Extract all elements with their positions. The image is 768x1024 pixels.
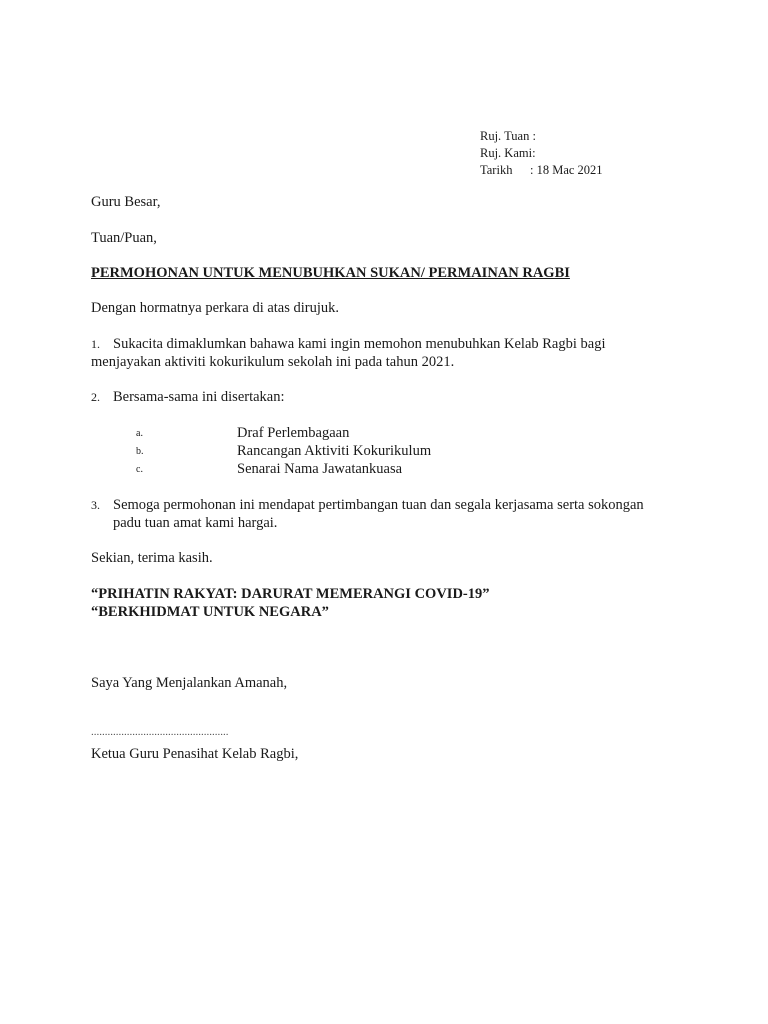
salutation: Tuan/Puan, bbox=[91, 230, 157, 246]
signatory-title: Ketua Guru Penasihat Kelab Ragbi, bbox=[91, 746, 299, 762]
attachment-letter-b: b. bbox=[136, 446, 144, 457]
paragraph-3-line-1 bbox=[91, 497, 644, 514]
paragraph-2-number: 2. bbox=[91, 390, 100, 404]
signoff: Saya Yang Menjalankan Amanah, bbox=[91, 675, 288, 691]
paragraph-3-text-1: Semoga permohonan ini mendapat pertimbangan tuan dan segala kerjasama serta sokongan bbox=[113, 497, 644, 513]
paragraph-3-number: 3. bbox=[91, 498, 100, 512]
paragraph-1-number: 1. bbox=[91, 337, 100, 351]
attachment-item-c: Senarai Nama Jawatankuasa bbox=[237, 461, 403, 477]
recipient: Guru Besar, bbox=[91, 194, 161, 210]
attachment-letter-a: a. bbox=[136, 428, 143, 439]
paragraph-1-line-2: menjayakan aktiviti kokurikulum sekolah ini pada tahun 2021. bbox=[91, 354, 455, 370]
closing-line: Sekian, terima kasih. bbox=[91, 550, 213, 566]
slogan-1: “PRIHATIN RAKYAT: DARURAT MEMERANGI COVID-19” bbox=[91, 586, 490, 602]
ruj-tuan: Ruj. Tuan : bbox=[480, 129, 536, 143]
tarikh-label: Tarikh bbox=[480, 163, 513, 177]
letter-subject: PERMOHONAN UNTUK MENUBUHKAN SUKAN/ PERMAINAN RAGBI bbox=[91, 265, 570, 281]
attachment-letter-c: c. bbox=[136, 464, 143, 475]
ruj-kami: Ruj. Kami: bbox=[480, 146, 536, 160]
tarikh-value: : 18 Mac 2021 bbox=[530, 163, 603, 177]
attachment-item-b: Rancangan Aktiviti Kokurikulum bbox=[237, 443, 432, 459]
paragraph-2 bbox=[91, 389, 285, 406]
paragraph-1-line-1 bbox=[91, 336, 605, 353]
paragraph-2-text: Bersama-sama ini disertakan: bbox=[113, 389, 285, 405]
slogan-2: “BERKHIDMAT UNTUK NEGARA” bbox=[91, 604, 329, 620]
tarikh-line bbox=[480, 162, 603, 179]
paragraph-3-line-2: padu tuan amat kami hargai. bbox=[113, 515, 278, 531]
reference-block bbox=[480, 128, 603, 179]
opening-line: Dengan hormatnya perkara di atas dirujuk. bbox=[91, 300, 340, 316]
paragraph-1-text-1: Sukacita dimaklumkan bahawa kami ingin memohon menubuhkan Kelab Ragbi bagi bbox=[113, 336, 606, 352]
signature-line: .................................................. bbox=[91, 726, 229, 738]
attachment-item-a: Draf Perlembagaan bbox=[237, 425, 350, 441]
